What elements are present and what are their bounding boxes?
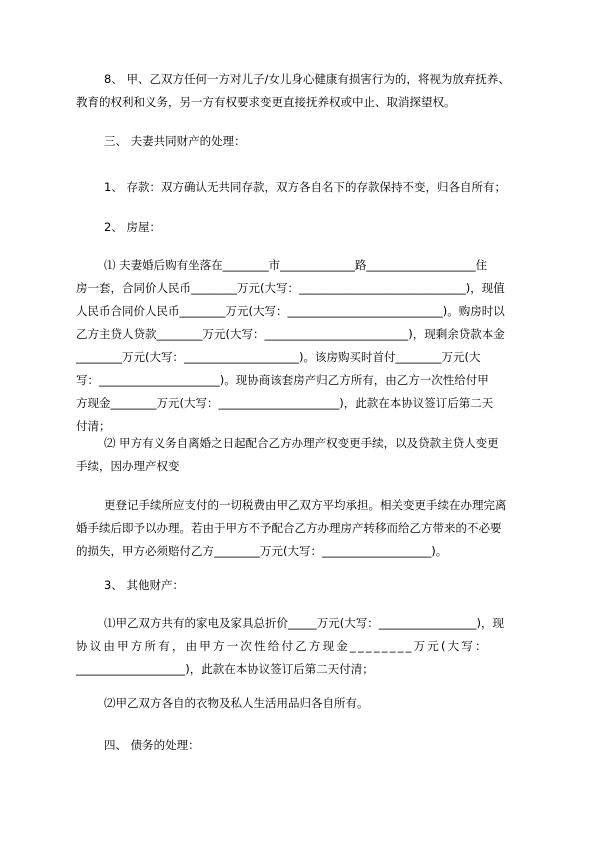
house-p1-line-3: 人民币合同价人民币________万元(大写：___________________________)。购房时以 — [76, 304, 505, 318]
other-p1-line-3: ___________________)，此款在本协议签订后第二天付清； — [76, 662, 374, 676]
house-p3-line-3: 的损失，甲方必须赔付乙方________万元(大写：___________________)。 — [76, 544, 448, 558]
house-p3-line-2: 婚手续后即予以办理。若由于甲方不予配合乙方办理房产转移而给乙方带来的不必要 — [76, 521, 502, 535]
other-property-paragraph-2: ⑵甲乙双方各自的衣物及私人生活用品归各自所有。 — [104, 696, 369, 710]
house-p1-line-4: 乙方主贷人贷款________万元(大写：_________________________)，现剩余贷款本金 — [76, 327, 505, 341]
house-p1-line-1: ⑴ 夫妻婚后购有坐落在________市_____________路___________________住 — [104, 258, 488, 272]
clause-8-line-2: 教育的权利和义务，另一方有权要求变更直接抚养权或中止、取消探望权。 — [76, 95, 456, 109]
house-p2-line-1: ⑵ 甲方有义务自离婚之日起配合乙方办理产权变更手续，以及贷款主贷人变更 — [104, 436, 499, 450]
house-p1-line-8: 付清； — [76, 419, 111, 433]
deposit-clause: 1、 存款：双方确认无共同存款，双方各自名下的存款保持不变，归各自所有； — [104, 180, 506, 194]
other-property-heading: 3、 其他财产： — [104, 578, 184, 592]
other-property-paragraph-1 — [76, 612, 522, 681]
house-paragraph-2 — [76, 432, 522, 478]
clause-8-line-1: 8、 甲、乙双方任何一方对儿子/女儿身心健康有损害行为的，将视为放弃抚养、 — [104, 72, 510, 86]
clause-8 — [76, 68, 522, 114]
other-p1-line-2: 协议由甲方所有，由甲方一次性给付乙方现金________万元(大写： — [76, 639, 489, 653]
house-p1-line-7: 方现金________万元(大写：_____________________)，此款在本协议签订后第二天 — [76, 396, 494, 410]
other-p1-line-1: ⑴甲乙双方共有的家电及家具总折价_____万元(大写：_________________)，现 — [104, 616, 504, 630]
house-heading: 2、 房屋： — [104, 220, 161, 234]
house-p1-line-5: ________万元(大写：____________________)。该房购买时首付________万元(大 — [76, 350, 481, 364]
house-paragraph-3 — [76, 494, 522, 563]
section-4-heading: 四、 债务的处理： — [104, 738, 200, 752]
house-p1-line-2: 房一套，合同价人民币________万元(大写：_____________________________)，现值 — [76, 281, 505, 295]
house-paragraph-1 — [76, 254, 522, 438]
section-3-heading: 三、 夫妻共同财产的处理： — [104, 134, 246, 148]
house-p2-line-2: 手续，因办理产权变 — [76, 459, 180, 473]
house-p3-line-1: 更登记手续所应支付的一切税费由甲乙双方平均承担。相关变更手续在办理完离 — [104, 498, 507, 512]
house-p1-line-6: 写：_____________________)。现协商该套房产归乙方所有，由乙方一次性给付甲 — [76, 373, 489, 387]
